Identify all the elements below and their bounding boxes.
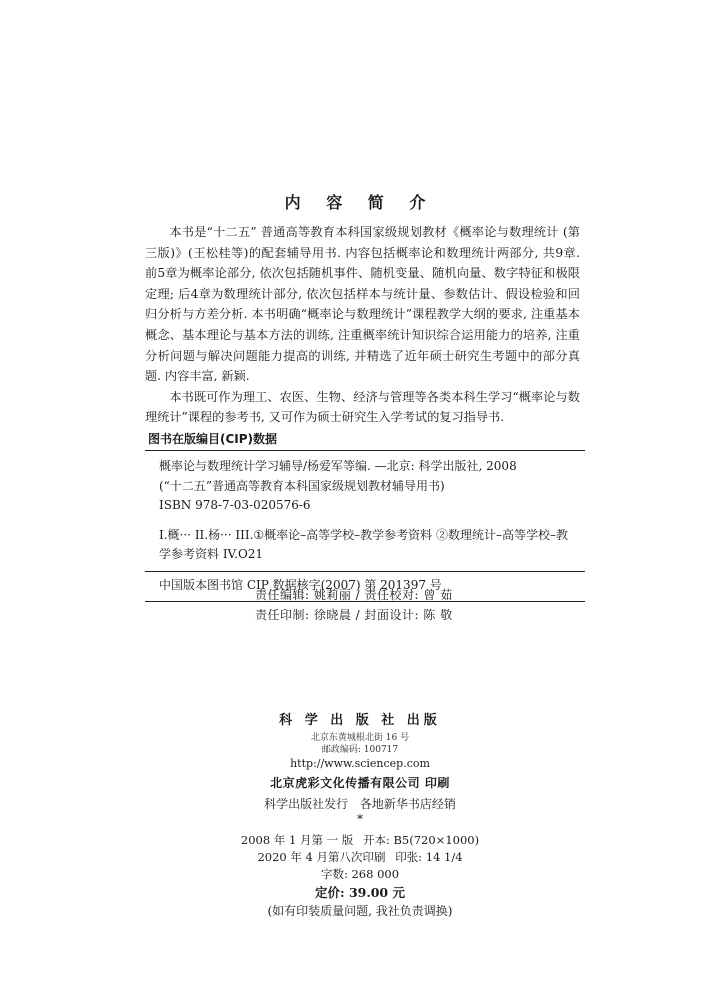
page-title: 内 容 简 介 — [284, 193, 436, 212]
cip-line: 概率论与数理统计学习辅导/杨爱军等编. —北京: 科学出版社, 2008 — [159, 459, 517, 473]
publication-info — [0, 710, 720, 921]
separator-star: * — [357, 812, 363, 826]
edition: 2008 年 1 月第 一 版 — [240, 833, 354, 847]
publisher-address: 北京东黄城根北街 16 号 — [310, 733, 410, 743]
distribution — [0, 794, 720, 814]
cip-line: ISBN 978-7-03-020576-6 — [159, 498, 311, 512]
price: 定价: 39.00 元 — [315, 885, 405, 900]
sheets: 印张: 14 1/4 — [395, 850, 463, 864]
intro-paragraph: 本书是“十二五” 普通高等教育本科国家级规划教材《概率论与数理统计 (第三版)》(王松桂等)的配套辅导用书. 内容包括概率论和数理统计两部分, 共9章. 前5章为概率论部分, 依次包括随机事件、随机变量、随机向量、数字特征和极限定理; 后4章为数理统计部分, 依次包括样本与统计量、参数估计、假设检验和回归分析与方差分析. 本书明确“概率论与数理统计”课程教学大纲的要求, 注重基本概念、基本理论与基本方法的训练, 注重概率统计知识综合运用能力的培养, 注重分析问题与解决问题能力提高的训练, 并精选了近年硕士研究生考题中的部分真题. 内容丰富, 新颖. — [145, 225, 580, 384]
distributor: 科学出版社发行 — [264, 797, 349, 811]
publisher-name: 科 学 出 版 社 出版 — [279, 713, 441, 728]
cip-body — [145, 451, 585, 565]
quality-notice: (如有印装质量问题, 我社负责调换) — [267, 904, 453, 918]
printing: 2020 年 4 月第八次印刷 — [257, 850, 386, 864]
intro-section — [145, 222, 580, 428]
editors-line: 责任编辑: 姚莉丽 / 责任校对: 曾 茹 — [255, 588, 453, 602]
cip-block — [145, 430, 585, 602]
publisher-postcode: 邮政编码: 100717 — [321, 745, 399, 755]
seller: 各地新华书店经销 — [359, 797, 456, 811]
format: 开本: B5(720×1000) — [362, 833, 480, 847]
specs-block — [0, 832, 720, 883]
cip-classification: I.概··· II.杨··· III.①概率论–高等学校–教学参考资料 ②数理统计–高等学校–教学参考资料 IV.O21 — [159, 527, 568, 561]
editors-block — [255, 585, 555, 625]
cip-footer: 中国版本图书馆 CIP 数据核字(2007) 第 201397 号 — [159, 577, 442, 592]
word-count: 字数: 268 000 — [320, 867, 400, 881]
cip-header: 图书在版编目(CIP)数据 — [145, 430, 585, 451]
cip-line: (“十二五”普通高等教育本科国家级规划教材辅导用书) — [159, 478, 445, 493]
printer: 北京虎彩文化传播有限公司 印刷 — [270, 776, 450, 790]
editors-line: 责任印制: 徐晓晨 / 封面设计: 陈 敬 — [255, 608, 453, 622]
publisher-url: http://www.sciencep.com — [290, 757, 430, 770]
intro-paragraph: 本书既可作为理工、农医、生物、经济与管理等各类本科生学习“概率论与数理统计”课程的参考书, 又可作为硕士研究生入学考试的复习指导书. — [145, 389, 580, 425]
